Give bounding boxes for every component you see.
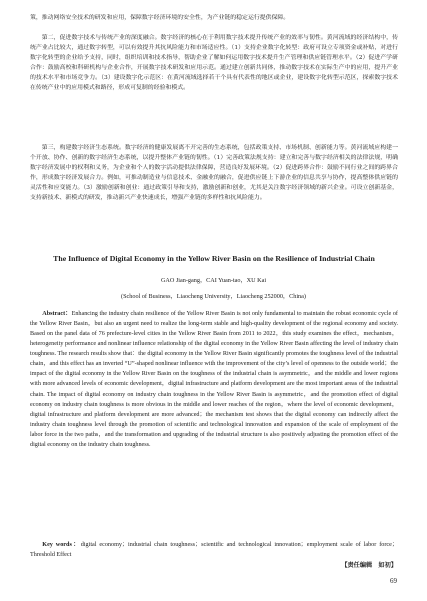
- chinese-paragraph-2: 第二，促进数字技术与传统产业的深度融合。数字经济的核心在于利用数字技术提升传统产业的效率与韧性。黄河流域的经济结构中，传统产业占比较大，通过数字转型，可以有效提升其抗风险能力和市场适应性。（1）支持企业数字化转型：政府可设立专项资金或补贴，对进行数字化转型的企业给予支持，同时，组织培训和技术指导，帮助企业了解如何运用数字技术提升生产管理和供应链管理水平。（2）促进产学研合作：鼓励高校和科研机构与企业合作，开展数字技术研发和应用示范。通过建立创新共同体，推动数字技术在实际生产中的应用，提升产业的技术水平和市场竞争力。（3）建设数字化示范区：在黄河流域选择若干个具有代表性的地区或企业，建设数字化转型示范区，探索数字技术在传统产业中的应用模式和路径，形成可复制的经验和模式。: [30, 34, 398, 92]
- responsible-editor: 【责任编辑 如初】: [341, 562, 397, 569]
- english-abstract: [30, 309, 398, 450]
- english-keywords: [30, 540, 398, 560]
- page-number: 69: [390, 577, 397, 585]
- chinese-paragraph-3: 第三，构建数字经济生态系统。数字经济的健康发展离不开完善的生态系统，包括政策支持、市场机制、创新能力等。黄河流域应构建一个开放、协作、创新的数字经济生态系统，以提升整体产业链的韧性。（1）完善政策法规支持：建立和完善与数字经济相关的法律法规，明确数字经济发展中的权利和义务，为企业和个人的数字活动提供法律保障，营造良好发展环境。（2）促进跨界合作：鼓励不同行业之间的跨界合作，形成数字经济发展合力。例如，可推动制造业与信息技术、金融业的融合，促进供应链上下游企业的信息共享与协作，提高整体供应链的灵活性和应变能力。（3）激励创新和创业：通过政策引导和支持，激励创新和创业，尤其是关注数字经济领域的新兴企业。可设立创新基金，支持新技术、新模式的研发，推动新兴产业快速成长，增强产业链的多样性和抗风险能力。: [30, 144, 398, 202]
- english-title: The Influence of Digital Economy in the Yellow River Basin on the Resilience of Industrial Chain: [53, 254, 375, 263]
- keywords-label: Key words：: [42, 542, 81, 549]
- abstract-text: Enhancing the industry chain resilience of the Yellow River Basin is not only fundamental to maintain the robust economic cycle of the Yellow River Basin，but also an urgent need to realize the long-term stable and high-quality development of the regional economy and society. Based on the panel data of 76 prefecture-level cities in the Yellow River Basin from 2011 to 2022，this study examines the effect，mechanism，heterogeneity performance and nonlinear influence relationship of the digital economy in the Yellow River Basin affecting the level of industry chain toughness. The research results show that：the digital economy in the Yellow River Basin significantly promotes the toughness level of the industrial chain，and this effect has an inverted “U”-shaped nonlinear influence with the improvement of the city’s level of openness to the outside world；the impact of the digital economy in the Yellow River Basin on the toughness of the industrial chain is asymmetric，and the middle and lower regions with more advanced levels of economic development，digital infrastructure and platform development are the most important areas of the industrial chain. The impact of digital economy on industry chain toughness in the Yellow River Basin is asymmetric，and the promotion effect of digital economy on industry chain toughness is more obvious in the middle and lower reaches of the region，where the level of economic development，digital infrastructure and platform development are more advanced；the mechanism test shows that the digital economy can indirectly affect the industry chain toughness level through the promotion of scientific and technological innovation and expansion of the scale of employment of the labor force in the two paths，and the transformation and upgrading of the industrial structure is also positively adjusting the promotion effect of the digital economy on the industry chain toughness.: [30, 311, 398, 448]
- english-affiliation: (School of Business，Liaocheng University，Liaocheng 252000，China): [121, 293, 306, 300]
- abstract-label: Abstract：: [42, 311, 72, 318]
- keywords-text: digital economy；industrial chain toughness；scientific and technological innovation；employment scale of labor force；Threshold Effect: [30, 542, 398, 559]
- english-authors: GAO Jian-gang，CAI Yuan-tao，XU Kai: [160, 277, 267, 284]
- chinese-paragraph-1: 策，推动网络安全技术的研发和应用，保障数字经济环境的安全性，为产业链的稳定运行提供保障。: [30, 14, 290, 21]
